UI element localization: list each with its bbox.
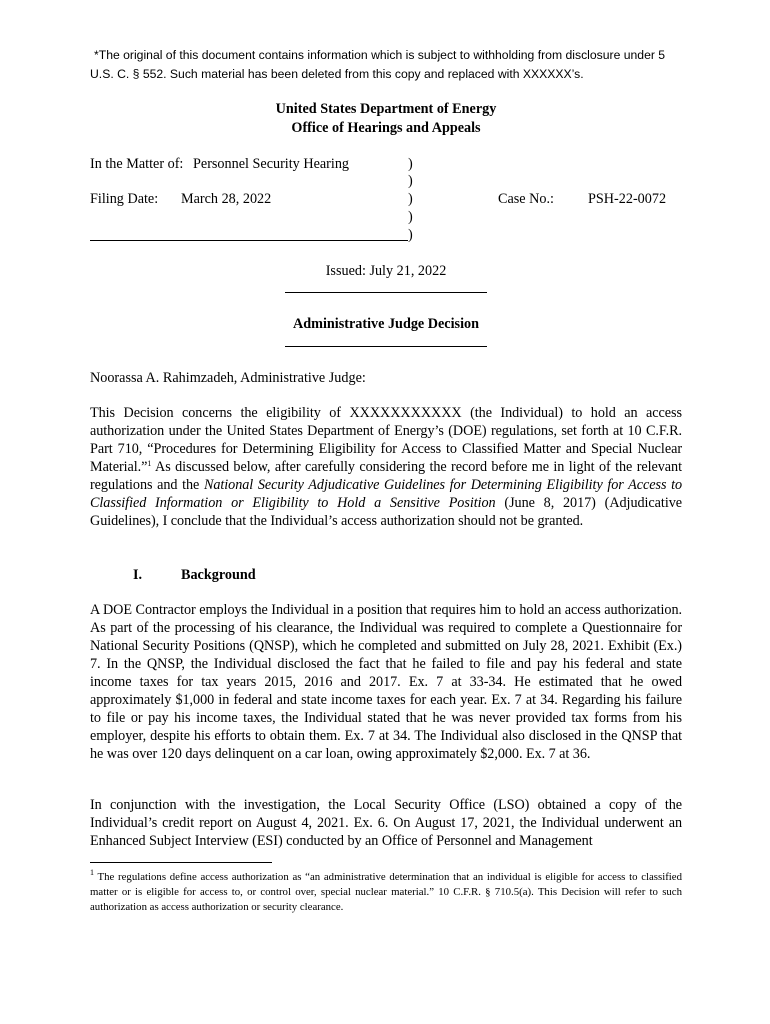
redaction-notice: *The original of this document contains information which is subject to withholding from disclosure under 5 U.S. C. § 552. Such material has been deleted from this copy and replaced with XXXXXX’s. <box>90 48 666 81</box>
intro-text-3: (June 8, 2017) (Adjudicative Guidelines), I conclude that the Individual’s access authorization should not be granted. <box>90 495 682 529</box>
background-paragraph-2: In conjunction with the investigation, the Local Security Office (LSO) obtained a copy of the Individual’s credit report on August 4, 2021. Ex. 6. On August 17, 2021, the Individual underwent an Enhanced Subject Interview (ESI) conducted by an Office of Personnel and Management <box>90 797 682 849</box>
caption-paren: ) <box>408 209 413 225</box>
caption-paren: ) <box>408 227 413 243</box>
intro-paragraph <box>90 404 682 530</box>
filing-date-value: March 28, 2022 <box>181 191 272 207</box>
matter-label: In the Matter of: <box>90 156 184 172</box>
department-heading: United States Department of Energy <box>275 101 497 117</box>
matter-value: Personnel Security Hearing <box>193 156 350 172</box>
background-paragraph-1: A DOE Contractor employs the Individual in a position that requires him to hold an access authorization. As part of the processing of his clearance, the Individual was required to complete a Questionnaire for National Security Positions (QNSP), which he completed and submitted on July 28, 2021. Exhibit (Ex.) 7. In the QNSP, the Individual disclosed the fact that he failed to file and pay his federal and state income taxes for tax years 2015, 2016 and 2017. Ex. 7 at 33-34. He estimated that he owed approximately $1,000 in federal and state income taxes for each year. Ex. 7 at 34. Regarding his failure to file or pay his income taxes, the Individual stated that he was never provided tax forms from his employer, despite his efforts to obtain them. Ex. 7 at 34. The Individual also disclosed in the QNSP that he was over 120 days delinquent on a car loan, owing approximately $2,000. Ex. 7 at 36. <box>90 602 682 762</box>
footnote <box>90 870 682 915</box>
intro-text-1: This Decision concerns the eligibility of XXXXXXXXXXX (the Individual) to hold an access authorization under the United States Department of Energy’s (DOE) regulations, set forth at 10 C.F.R. Part 710, “Procedures for Determining Eligibility for Access to Classified Matter and Special Nuclear Material.” <box>90 405 682 475</box>
guidelines-title: National Security Adjudicative Guidelines for Determining Eligibility for Access to Classified Information or Eligibility to Hold a Sensitive Position <box>90 477 683 511</box>
footnote-number: 1 <box>90 868 94 877</box>
issued-date: Issued: July 21, 2022 <box>325 263 447 279</box>
decision-title: Administrative Judge Decision <box>292 316 479 332</box>
case-number-label: Case No.: <box>498 191 554 207</box>
footnote-rule <box>90 862 272 863</box>
judge-line: Noorassa A. Rahimzadeh, Administrative Judge: <box>90 370 366 386</box>
footnote-ref: 1 <box>147 459 152 468</box>
caption-rule <box>90 240 408 241</box>
caption-paren: ) <box>408 191 413 207</box>
section-number: I. <box>133 567 143 583</box>
footnote-text: The regulations define access authorization as “an administrative determination that an individual is eligible for access to classified matter or is eligible for access to, or control over, special nuclear material.” 10 C.F.R. § 710.5(a). This Decision will refer to such authorization as access authorization or security clearance. <box>90 871 682 913</box>
case-number-value: PSH-22-0072 <box>588 191 667 207</box>
filing-date-label: Filing Date: <box>90 191 159 207</box>
intro-text-2: As discussed below, after carefully considering the record before me in light of the relevant regulations and the <box>90 459 682 493</box>
section-title: Background <box>181 567 256 583</box>
caption-paren: ) <box>408 156 413 172</box>
title-rule-top <box>285 292 487 293</box>
office-heading: Office of Hearings and Appeals <box>291 120 481 136</box>
caption-paren: ) <box>408 173 413 189</box>
title-rule-bottom <box>285 346 487 347</box>
